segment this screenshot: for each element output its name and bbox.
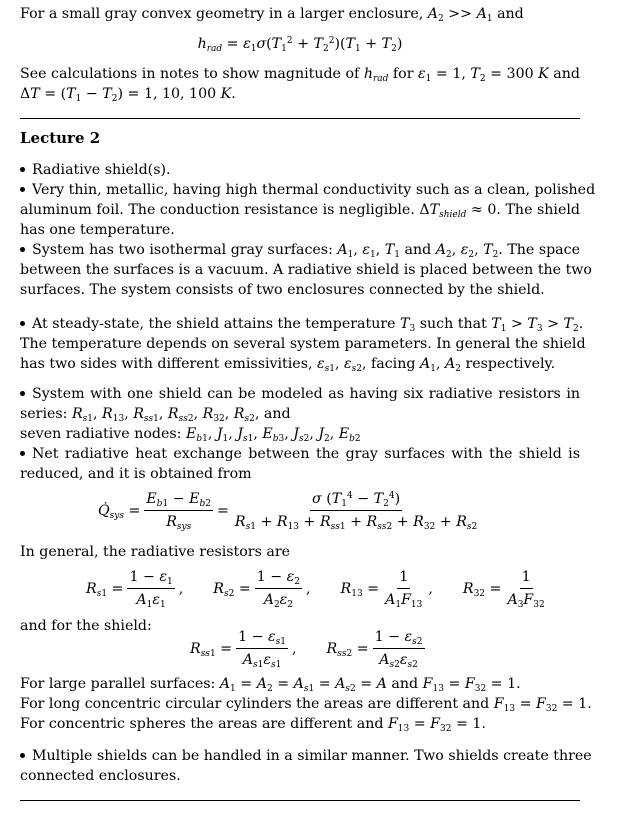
parallel-surfaces-text: For large parallel surfaces: $A_1 = A_2 = A_{s1} = A_{s2} = A$ and $F_{13} = F_{32} = 1$.	[20, 676, 521, 694]
qsys-equation: $Q̇_{sys}$ = $\frac{E_{b1} - E_{b2}}{R_{sys}}$ = $\frac{\sigma (T_1^4 - T_2^4)}{R_{s1} + R_{13} + R_{ss1} + R_{ss2} + R_{32} + R_{s2}}$	[98, 491, 478, 532]
general-resistors-text: In general, the radiative resistors are	[20, 544, 291, 560]
bullet-icon	[20, 746, 32, 766]
bullet-one-shield-1: System with one shield can be modeled as having six radiative resistors in	[20, 384, 580, 404]
bullet-icon	[20, 240, 32, 260]
bullet-icon	[20, 160, 32, 180]
bullet-icon	[20, 180, 32, 200]
bullet-thin-metallic-2: aluminum foil. The conduction resistance is negligible. $\Delta T_{shield} \approx 0$. The shield	[20, 202, 580, 220]
bullet-icon	[20, 384, 32, 404]
lecture-heading: Lecture 2	[20, 129, 101, 147]
bullet-one-shield-3: seven radiative nodes: $E_{b1}$, $J_1$, $J_{s1}$, $E_{b3}$, $J_{s2}$, $J_2$, $E_{b2}$	[20, 426, 361, 444]
hrad-formula: $h_{rad} = \varepsilon_1\sigma(T_1^2 + T_2^2)(T_1 + T_2)$	[197, 36, 403, 54]
intro-line-3: $\Delta T = (T_1 - T_2) = 1$, 10, 100 K.	[20, 86, 236, 104]
bullet-steady-state-3: has two sides with different emissivities, $\varepsilon_{s1}$, $\varepsilon_{s2}$, facing $A_1$, $A_2$ respectively.	[20, 356, 556, 374]
bullet-radiative-shields: Radiative shield(s).	[20, 160, 580, 180]
shield-equations: $R_{ss1}$ = $\frac{1 - \varepsilon_{s1}}{A_{s1}\varepsilon_{s1}}$ , $R_{ss2}$ = $\frac{1 - \varepsilon_{s2}}{A_{s2}\varepsilon_{s2}}$	[190, 629, 423, 670]
bullet-multiple-shields-2: connected enclosures.	[20, 768, 181, 784]
resistor-equations: $R_{s1}$ = $\frac{1 - \varepsilon_1}{A_1\varepsilon_1}$ , $R_{s2}$ = $\frac{1 - \varepsilon_2}{A_2\varepsilon_2}$ , $R_{13}$ = $\frac{1}{A_1F_{13}}$ , $R_{32}$ = $\frac{1}{A_3F_{32}}$	[86, 569, 545, 610]
intro-line-2: See calculations in notes to show magnitude of $h_{rad}$ for $\varepsilon_1 = 1$, $T_2 = 300$ K and	[20, 66, 580, 84]
shield-text: and for the shield:	[20, 618, 152, 634]
bullet-icon	[20, 314, 32, 334]
bullet-net-exchange-2: reduced, and it is obtained from	[20, 466, 252, 482]
bullet-system-1: System has two isothermal gray surfaces: $A_1$, $\varepsilon_1$, $T_1$ and $A_2$, $\varepsilon_2$, $T_2$. The space	[20, 240, 580, 260]
bullet-system-3: surfaces. The system consists of two enclosures connected by the shield.	[20, 282, 545, 298]
bullet-steady-state-1: At steady-state, the shield attains the temperature $T_3$ such that $T_1 > T_3 > T_2$.	[20, 314, 580, 334]
bullet-icon	[20, 444, 32, 464]
cylinders-text: For long concentric circular cylinders the areas are different and $F_{13} = F_{32} = 1$.	[20, 696, 592, 714]
top-rule	[20, 118, 580, 119]
bullet-steady-state-2: The temperature depends on several system parameters. In general the shield	[20, 336, 586, 352]
spheres-text: For concentric spheres the areas are different and $F_{13} = F_{32} = 1$.	[20, 716, 486, 734]
bottom-rule	[20, 800, 580, 801]
intro-line-1: For a small gray convex geometry in a larger enclosure, $A_2 >> A_1$ and	[20, 6, 524, 24]
bullet-one-shield-2: series: $R_{s1}$, $R_{13}$, $R_{ss1}$, $R_{ss2}$, $R_{32}$, $R_{s2}$, and	[20, 406, 291, 424]
bullet-system-2: between the surfaces is a vacuum. A radiative shield is placed between the two	[20, 262, 592, 278]
bullet-net-exchange-1: Net radiative heat exchange between the gray surfaces with the shield is	[20, 444, 580, 464]
bullet-multiple-shields-1: Multiple shields can be handled in a similar manner. Two shields create three	[20, 746, 580, 766]
bullet-thin-metallic-3: has one temperature.	[20, 222, 175, 238]
bullet-thin-metallic-1: Very thin, metallic, having high thermal conductivity such as a clean, polished	[20, 180, 580, 200]
